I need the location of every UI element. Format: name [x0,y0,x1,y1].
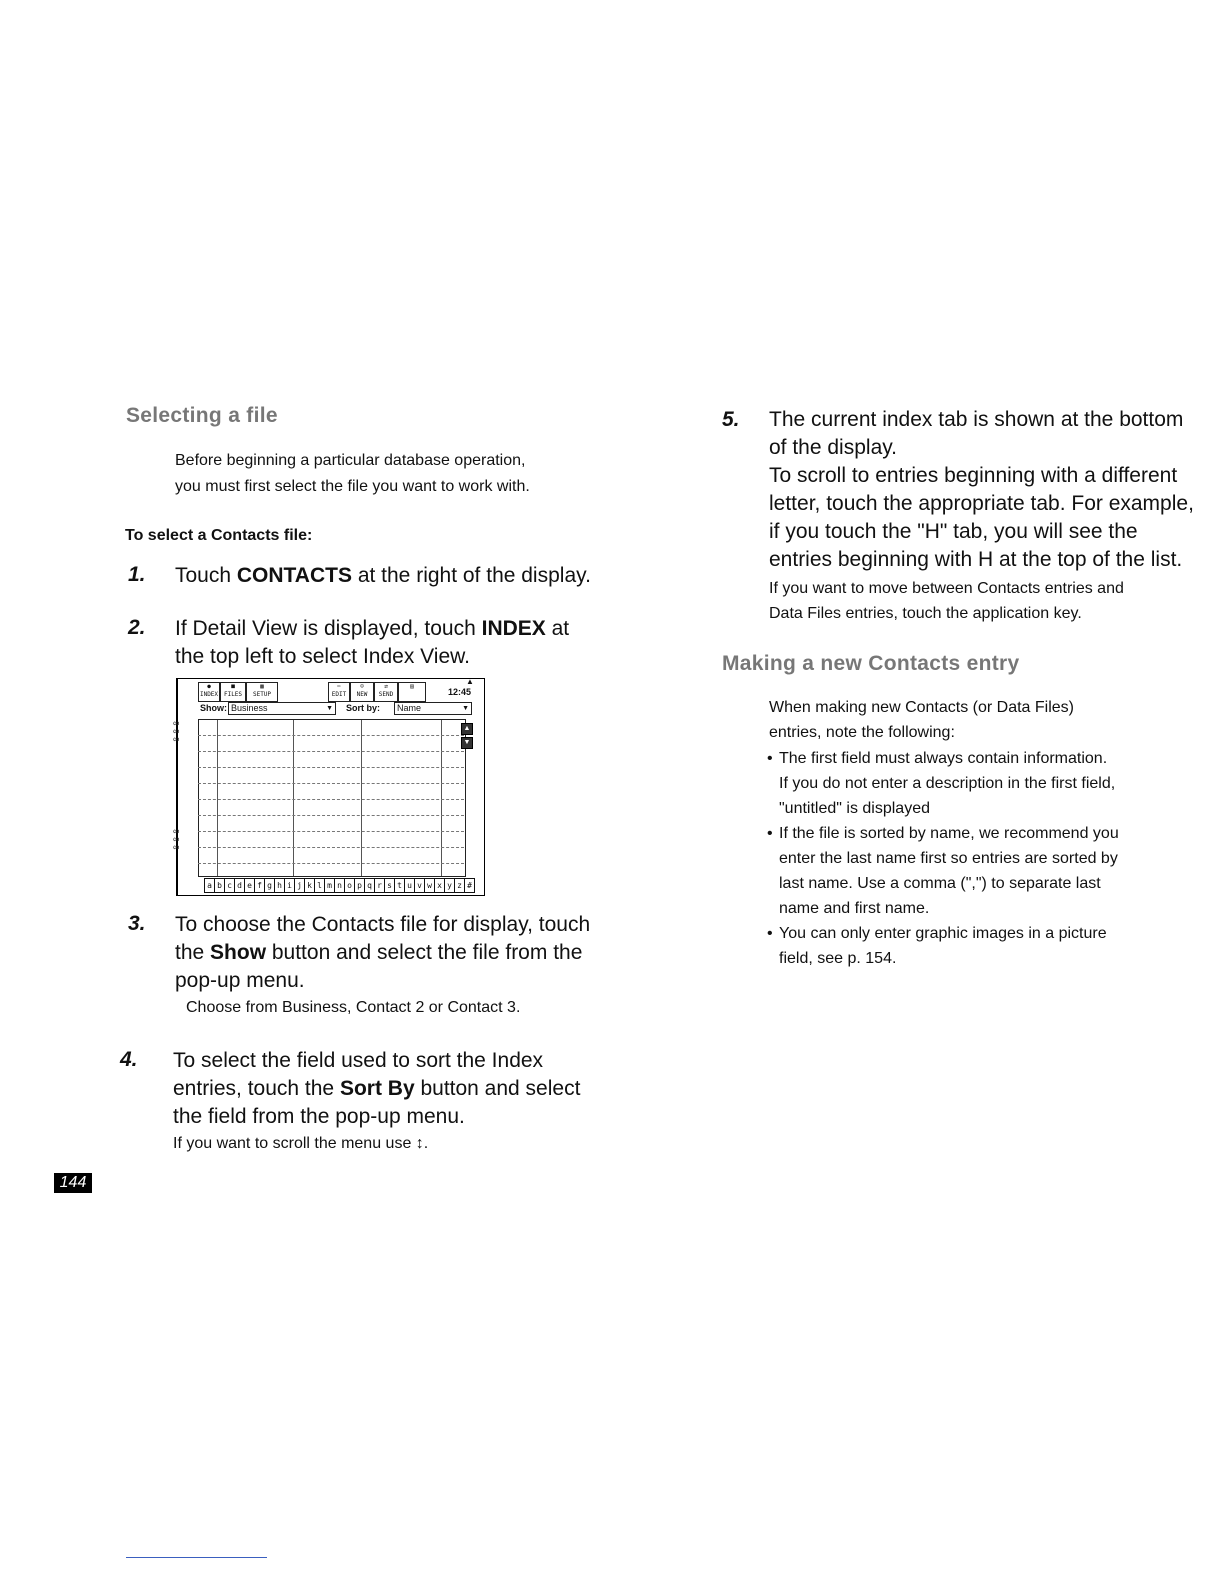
subheading: To select a Contacts file: [125,527,313,544]
index-tab[interactable]: x [434,878,445,893]
step-text: To select the field used to sort the Index [173,1049,544,1072]
binder-ring-icon: ∞ ∞ ∞ [173,826,180,852]
step-text: The current index tab is shown at the bottom [769,408,1184,431]
step-note: If you want to scroll the menu use ↕. [173,1135,429,1152]
table-row[interactable] [198,863,464,864]
index-tab[interactable]: y [444,878,455,893]
clock: 12:45 [448,687,472,697]
list-item: • You can only enter graphic images in a picture field, see p. 154. [767,921,1207,971]
index-tab[interactable]: t [394,878,405,893]
index-tab[interactable]: q [364,878,375,893]
index-tab[interactable]: u [404,878,415,893]
step-text: Touch [175,564,237,587]
index-tab[interactable]: b [214,878,225,893]
index-tab[interactable]: k [304,878,315,893]
send-tray-icon: ▤ [398,682,426,702]
index-tab[interactable]: v [414,878,425,893]
table-row[interactable] [198,815,464,816]
table-row[interactable] [198,735,464,736]
index-tab[interactable]: l [314,878,325,893]
sort-dropdown[interactable] [394,702,472,715]
step-number: 1. [128,563,146,586]
step-text: at the right of the display. [351,564,591,587]
index-tab[interactable]: h [274,878,285,893]
index-tab[interactable]: e [244,878,255,893]
list-item: • If the file is sorted by name, we recommend you enter the last name first so entries are sorted by last name. Use a comma (",") to separate last name and first name. [767,821,1207,921]
step-text: button and select [414,1077,581,1100]
index-tab[interactable]: n [334,878,345,893]
binder-ring-icon: ∞ ∞ ∞ [173,718,180,744]
step-keyword: CONTACTS [236,564,352,587]
setup-icon: ▩ SETUP [246,682,278,702]
table-row[interactable] [198,783,464,784]
index-icon: ● INDEX [198,682,220,702]
show-value: Business [231,703,268,713]
step-2-text [175,615,569,671]
show-label: Show: [200,703,227,713]
step-number: 2. [128,616,146,639]
intro-line: you must first select the file you want to work with. [175,478,530,495]
step-text: entries beginning with H at the top of the list. [769,548,1183,571]
step-text: letter, touch the appropriate tab. For example, [769,492,1194,515]
step-text: the field from the pop-up menu. [173,1105,465,1128]
new-entry-intro: When making new Contacts (or Data Files) entries, note the following: [769,699,1074,741]
list-item: • The first field must always contain information. If you do not enter a description in the first field, "untitled" is displayed [767,746,1207,821]
device-screenshot [173,677,485,896]
index-tab[interactable]: # [464,878,475,893]
index-tab[interactable]: z [454,878,465,893]
battery-icon: ▲ [466,677,474,686]
scroll-down-icon[interactable]: ▼ [461,737,473,749]
intro-text [175,448,530,500]
edit-icon: ✂ EDIT [328,682,350,702]
intro-line: Before beginning a particular database operation, [175,452,526,469]
show-dropdown[interactable] [228,702,336,715]
index-tab[interactable]: m [324,878,335,893]
step-text: the [175,941,211,964]
index-tab[interactable]: o [344,878,355,893]
step-5-text [769,406,1194,574]
table-row[interactable] [198,847,464,848]
index-tab[interactable]: d [234,878,245,893]
table-row[interactable] [198,751,464,752]
table-row[interactable] [198,767,464,768]
section-heading-selecting-file: Selecting a file [126,404,278,427]
step-keyword: INDEX [481,617,546,640]
index-tab[interactable]: i [284,878,295,893]
sort-label: Sort by: [346,703,381,713]
step-text: pop-up menu. [175,969,305,992]
dropdown-arrow-icon: ▼ [462,705,469,712]
step-text: To choose the Contacts file for display, touch [175,913,591,936]
step-number: 3. [128,912,146,935]
index-tab[interactable]: f [254,878,265,893]
index-tab[interactable]: g [264,878,275,893]
step-4-text [173,1047,580,1131]
step-number: 4. [120,1048,138,1071]
index-tabs [204,875,474,893]
table-row[interactable] [198,799,464,800]
index-tab[interactable]: r [374,878,385,893]
sort-value: Name [397,703,422,713]
scroll-up-icon[interactable]: ▲ [461,723,473,735]
index-tab[interactable]: w [424,878,435,893]
step-text: button and select the file from the [266,941,583,964]
index-tab[interactable]: p [354,878,365,893]
index-tab[interactable]: c [224,878,235,893]
step-note: Choose from Business, Contact 2 or Contact 3. [186,999,521,1016]
table-row[interactable] [198,831,464,832]
entry-list[interactable] [198,719,466,877]
bullet-list [767,746,1207,971]
step-text: of the display. [769,436,898,459]
index-tab[interactable]: a [204,878,215,893]
step-text: if you touch the "H" tab, you will see the [769,520,1138,543]
step-1-text [175,562,591,590]
scroll-arrows-icon: ↕ [415,1135,424,1152]
index-tab[interactable]: s [384,878,395,893]
step-number: 5. [722,408,740,431]
section-heading-new-entry: Making a new Contacts entry [722,652,1020,675]
dropdown-arrow-icon: ▼ [326,705,333,712]
step-3-text [175,911,590,995]
page-number: 144 [54,1173,92,1193]
files-icon: ■ FILES [220,682,246,702]
step-text: entries, touch the [173,1077,340,1100]
step-note: If you want to move between Contacts entries and Data Files entries, touch the application key. [769,580,1124,622]
index-tab[interactable]: j [294,878,305,893]
step-text: To scroll to entries beginning with a different [769,464,1178,487]
send-icon: ⇄ SEND [374,682,398,702]
step-text: at [545,617,570,640]
step-text: If Detail View is displayed, touch [175,617,482,640]
step-text: the top left to select Index View. [175,645,470,668]
footer-rule [126,1557,267,1558]
new-icon: ☺ NEW [350,682,374,702]
step-keyword: Show [210,941,267,964]
step-keyword: Sort By [339,1077,415,1100]
